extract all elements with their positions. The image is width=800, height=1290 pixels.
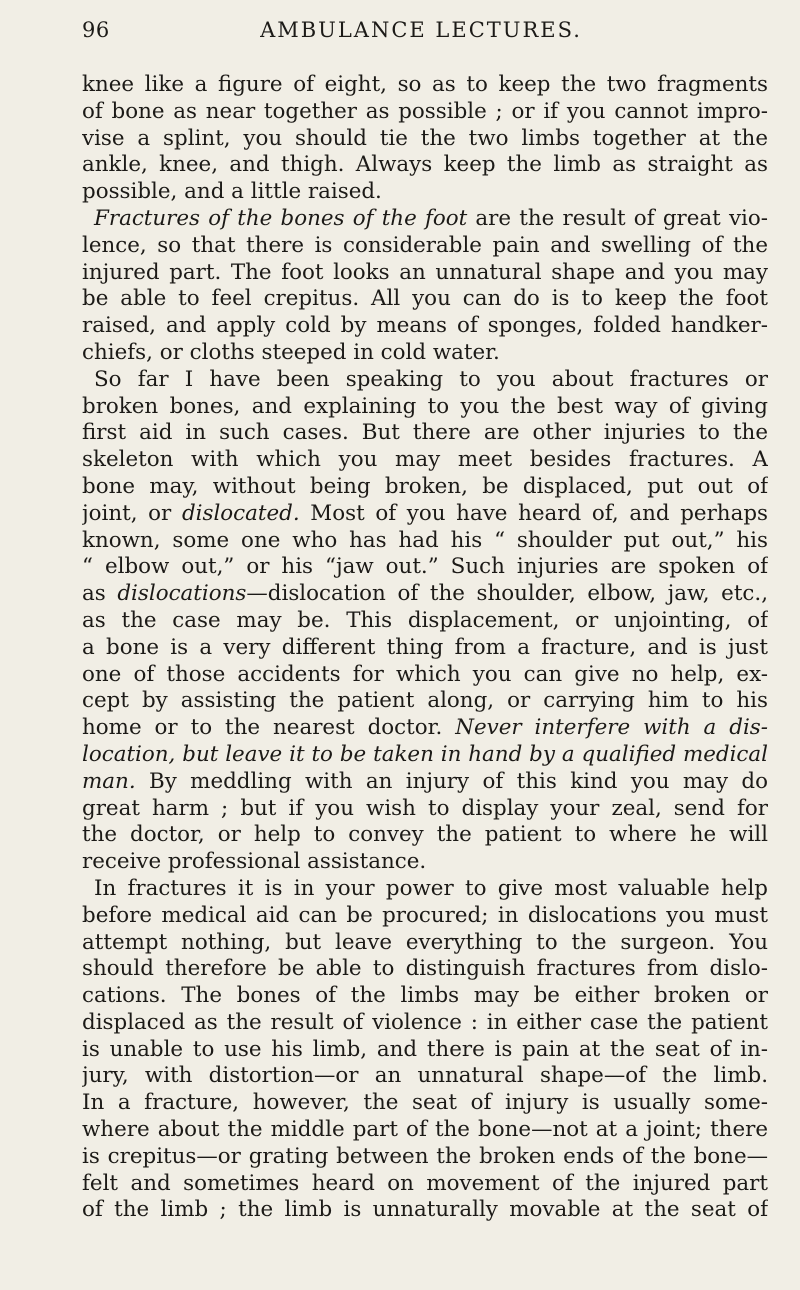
text-line [82,99,768,126]
italic-text: dislocations [117,581,247,607]
text-segment: as [82,581,118,607]
text-segment: as the case may be. This displacement, or unjointing, of [82,607,768,633]
text-line [82,1144,768,1171]
text-segment: possible, and a little raised. [82,179,382,205]
text-segment: jury, with distortion—or an unnatural shape—of the limb. [82,1063,768,1089]
italic-text: location, but leave it to be taken in hand by a qualified medical [82,741,768,767]
body-text [82,72,768,1224]
text-segment: broken bones, and explaining to you the best way of giving [82,393,768,419]
text-segment: chiefs, or cloths steeped in cold water. [82,339,500,365]
text-line [82,983,768,1010]
text-segment: bone may, without being broken, be displaced, put out of [82,473,768,499]
page-header [82,18,760,48]
text-line [82,769,768,796]
text-segment: vise a splint, you should tie the two limbs together at the [82,125,768,151]
text-line [82,1171,768,1198]
text-segment: joint, or [82,500,182,526]
text-line [82,742,768,769]
text-line [82,179,768,206]
text-line [82,930,768,957]
text-line [82,394,768,421]
text-segment: great harm ; but if you wish to display your zeal, send for [82,795,768,821]
italic-text: Fractures of the bones of the foot [94,205,468,231]
text-line [82,1063,768,1090]
text-segment: first aid in such cases. But there are other injuries to the [82,420,768,446]
text-segment: attempt nothing, but leave everything to the surgeon. You [82,929,768,955]
text-line [82,367,768,394]
text-line [82,206,768,233]
text-line [82,1117,768,1144]
text-line [82,313,768,340]
text-line [82,1010,768,1037]
text-segment: “ elbow out,” or his “jaw out.” Such injuries are spoken of [82,554,768,580]
text-line [82,635,768,662]
text-segment: —dislocation of the shoulder, elbow, jaw, etc., [246,581,768,607]
text-line [82,501,768,528]
text-segment: In a fracture, however, the seat of injury is usually some- [82,1090,768,1116]
text-segment: By meddling with an injury of this kind you may do [135,768,768,794]
text-line [82,822,768,849]
text-segment: displaced as the result of violence : in either case the patient [82,1009,768,1035]
text-segment: where about the middle part of the bone—not at a joint; there [82,1117,768,1143]
text-line [82,286,768,313]
text-segment: a bone is a very different thing from a fracture, and is just [82,634,768,660]
italic-text: Never interfere with a dis- [455,715,768,741]
text-line [82,715,768,742]
text-segment: cations. The bones of the limbs may be either broken or [82,983,768,1009]
text-line [82,1197,768,1224]
text-line [82,260,768,287]
text-line [82,1090,768,1117]
text-segment: of bone as near together as possible ; or if you cannot impro- [82,98,768,124]
text-line [82,340,768,367]
text-segment: known, some one who has had his “ shoulder put out,” his [82,527,768,553]
text-line [82,849,768,876]
text-segment: home or to the nearest doctor. [82,715,456,741]
text-segment: is crepitus—or grating between the broken ends of the bone— [82,1143,768,1169]
text-segment: ankle, knee, and thigh. Always keep the limb as straight as [82,152,768,178]
text-segment: before medical aid can be procured; in dislocations you must [82,902,768,928]
text-line [82,903,768,930]
page-number: 96 [82,18,110,42]
text-segment: are the result of great vio- [467,205,768,231]
italic-text: man. [82,768,136,794]
text-segment: the doctor, or help to convey the patient to where he will [82,822,768,848]
text-line [82,608,768,635]
text-line [82,796,768,823]
text-segment: receive professional assistance. [82,849,427,875]
text-segment: lence, so that there is considerable pain and swelling of the [82,232,768,258]
text-line [82,152,768,179]
text-segment: be able to feel crepitus. All you can do is to keep the foot [82,286,768,312]
text-line [82,554,768,581]
text-segment: injured part. The foot looks an unnatural shape and you may [82,259,768,285]
text-segment: knee like a figure of eight, so as to keep the two fragments [82,72,768,97]
text-line [82,688,768,715]
text-segment: So far I have been speaking to you about fractures or [94,366,768,392]
text-line [82,876,768,903]
running-head: AMBULANCE LECTURES. [260,18,582,42]
text-line [82,474,768,501]
text-line [82,662,768,689]
text-line [82,1037,768,1064]
text-segment: should therefore be able to distinguish fractures from dislo- [82,956,768,982]
text-line [82,581,768,608]
text-segment: one of those accidents for which you can give no help, ex- [82,661,768,687]
text-segment: felt and sometimes heard on movement of the injured part [82,1170,768,1196]
text-line [82,447,768,474]
text-segment: Most of you have heard of, and perhaps [299,500,768,526]
text-line [82,233,768,260]
text-line [82,420,768,447]
text-segment: of the limb ; the limb is unnaturally movable at the seat of [82,1197,768,1223]
text-line [82,528,768,555]
text-segment: In fractures it is in your power to give most valuable help [94,875,768,901]
text-segment: is unable to use his limb, and there is pain at the seat of in- [82,1036,768,1062]
text-line [82,956,768,983]
text-segment: raised, and apply cold by means of sponges, folded handker- [82,313,768,339]
text-line [82,126,768,153]
text-line [82,72,768,99]
text-segment: cept by assisting the patient along, or carrying him to his [82,688,768,714]
text-segment: skeleton with which you may meet besides fractures. A [82,447,768,473]
italic-text: dislocated. [181,500,300,526]
